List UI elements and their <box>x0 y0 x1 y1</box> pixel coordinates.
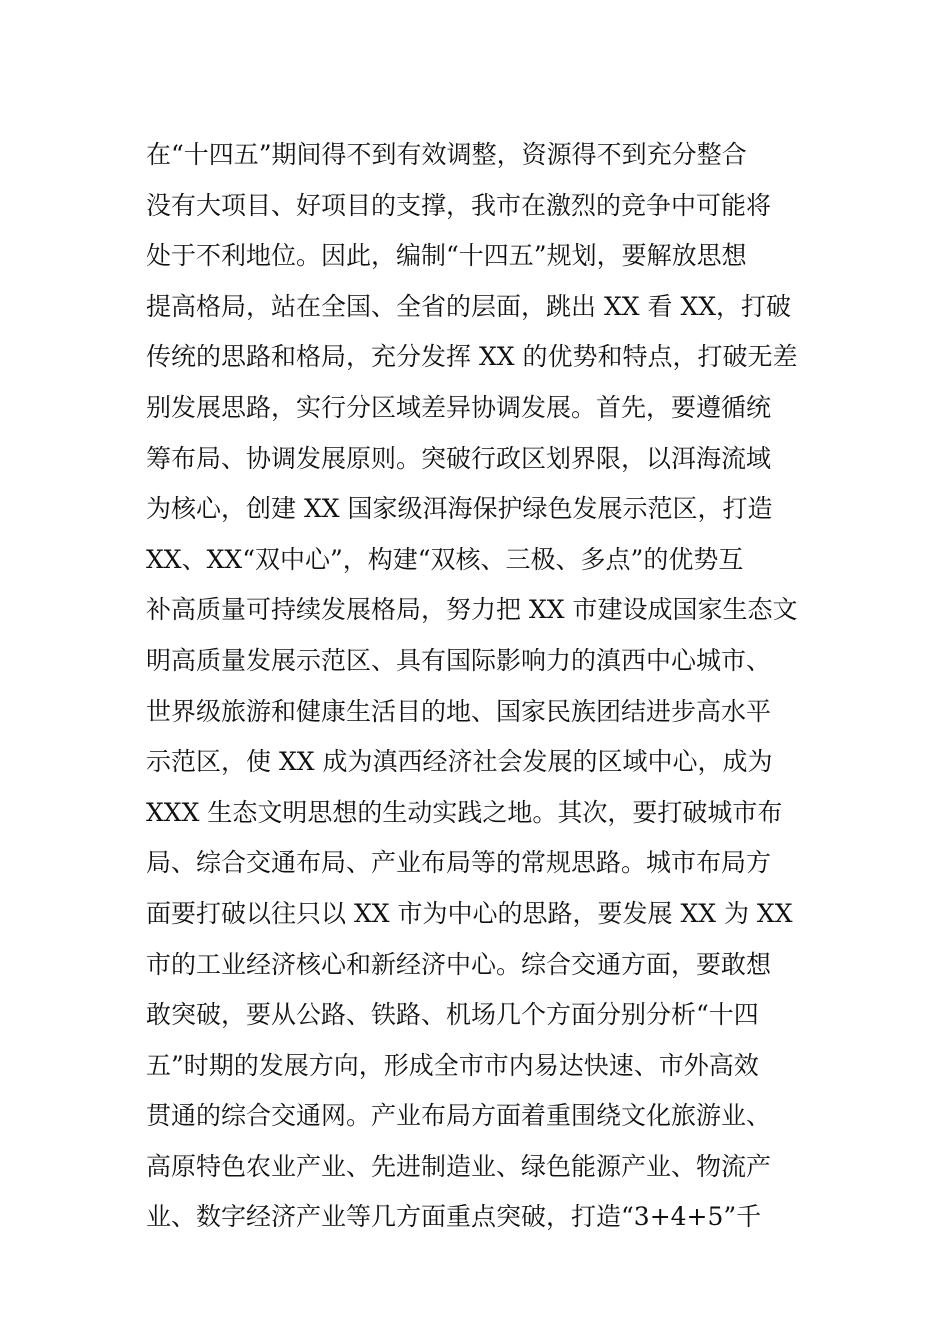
text-line: 没有大项目、好项目的支撑，我市在激烈的竞争中可能将 <box>146 190 772 220</box>
text-line: 敢突破，要从公路、铁路、机场几个方面分别分析“十四 <box>146 1000 759 1030</box>
text-line: XXX 生态文明思想的生动实践之地。其次，要打破城市布 <box>146 797 783 827</box>
text-line: 局、综合交通布局、产业布局等的常规思路。城市布局方 <box>146 848 772 878</box>
text-line: 别发展思路，实行分区域差异协调发展。首先，要遵循统 <box>146 392 772 422</box>
text-line: 处于不利地位。因此，编制“十四五”规划，要解放思想 <box>146 241 747 271</box>
text-line: XX、XX“双中心”，构建“双核、三极、多点”的优势互 <box>146 544 744 574</box>
text-line: 传统的思路和格局，充分发挥 XX 的优势和特点，打破无差 <box>146 342 798 372</box>
text-line: 高原特色农业产业、先进制造业、绿色能源产业、物流产 <box>146 1151 772 1181</box>
text-line: 筹布局、协调发展原则。突破行政区划界限，以洱海流域 <box>146 443 772 473</box>
text-line: 提高格局，站在全国、全省的层面，跳出 XX 看 XX，打破 <box>146 291 792 321</box>
body-paragraph <box>146 130 816 1243</box>
text-line: 世界级旅游和健康生活目的地、国家民族团结进步高水平 <box>146 696 772 726</box>
text-line: 贯通的综合交通网。产业布局方面着重围绕文化旅游业、 <box>146 1101 772 1131</box>
text-line: 市的工业经济核心和新经济中心。综合交通方面，要敢想 <box>146 949 772 979</box>
text-line: 示范区，使 XX 成为滇西经济社会发展的区域中心，成为 <box>146 747 773 777</box>
text-line: 面要打破以往只以 XX 市为中心的思路，要发展 XX 为 XX <box>146 898 793 928</box>
text-line: 明高质量发展示范区、具有国际影响力的滇西中心城市、 <box>146 645 772 675</box>
text-line: 补高质量可持续发展格局，努力把 XX 市建设成国家生态文 <box>146 595 798 625</box>
text-line: 五”时期的发展方向，形成全市市内易达快速、市外高效 <box>146 1050 759 1080</box>
text-line: 为核心，创建 XX 国家级洱海保护绿色发展示范区，打造 <box>146 494 773 524</box>
text-line: 业、数字经济产业等几方面重点突破，打造“3+4+5”千 <box>146 1202 762 1232</box>
text-line: 在“十四五”期间得不到有效调整，资源得不到充分整合 <box>146 140 747 169</box>
